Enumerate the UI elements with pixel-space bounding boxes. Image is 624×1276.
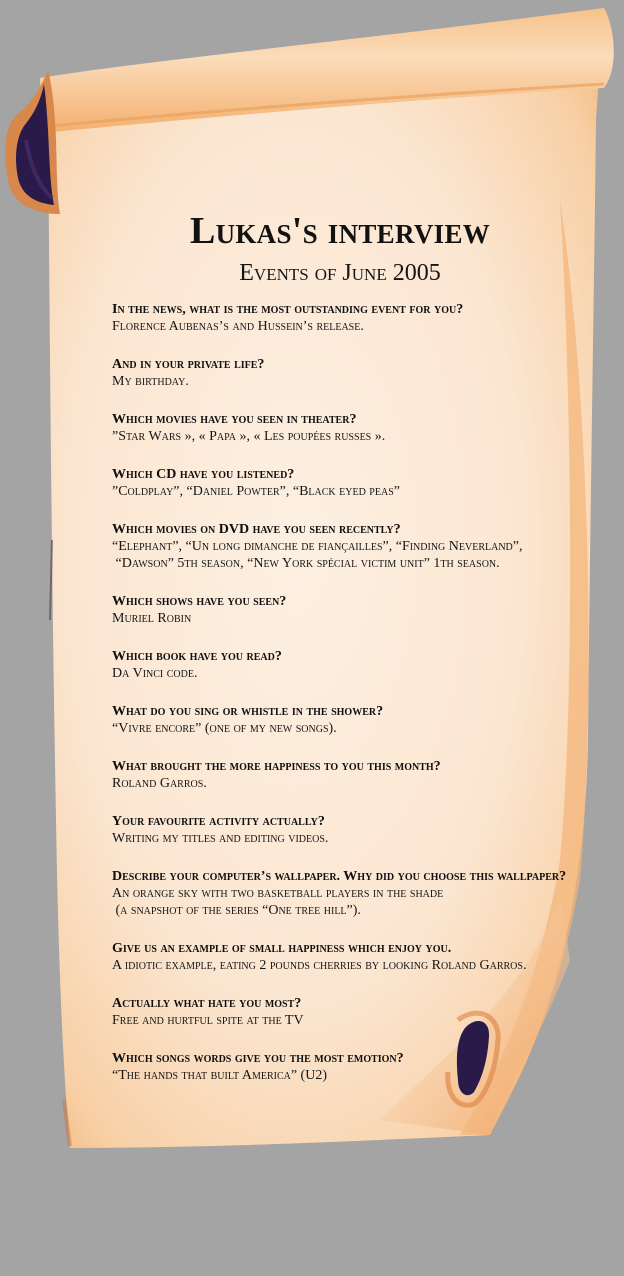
question: Which CD have you listened?	[112, 467, 295, 482]
question: What brought the more happiness to you this month?	[112, 759, 441, 774]
qa-list	[112, 302, 582, 1106]
question: And in your private life?	[112, 357, 265, 372]
qa-item	[112, 759, 582, 792]
question: In the news, what is the most outstanding event for you?	[112, 302, 464, 317]
answer: Roland Garros.	[112, 776, 207, 791]
question: Which movies on DVD have you seen recently?	[112, 522, 401, 537]
answer: A idiotic example, eating 2 pounds cherries by looking Roland Garros.	[112, 958, 527, 973]
qa-item	[112, 814, 582, 847]
question: Which shows have you seen?	[112, 594, 287, 609]
answer: “Elephant”, “Un long dimanche de fiançailles”, “Finding Neverland”, “Dawson” 5th season, “New York spécial victim unit” 1th season.	[112, 539, 523, 571]
question: Give us an example of small happiness which enjoy you.	[112, 941, 452, 956]
qa-item	[112, 302, 582, 335]
answer: Florence Aubenas’s and Hussein’s release.	[112, 319, 364, 334]
answer: My birthday.	[112, 374, 189, 389]
qa-item	[112, 869, 582, 919]
qa-item	[112, 1051, 582, 1084]
page-subtitle: Events of June 2005	[239, 260, 441, 286]
question: Which movies have you seen in theater?	[112, 412, 357, 427]
answer: Da Vinci code.	[112, 666, 198, 681]
answer: An orange sky with two basketball players in the shade (a snapshot of the series “One tree hill”).	[112, 886, 444, 918]
answer: “The hands that built America” (U2)	[112, 1068, 327, 1083]
answer: ”Coldplay”, “Daniel Powter”, “Black eyed peas”	[112, 484, 400, 499]
question: Describe your computer’s wallpaper. Why did you choose this wallpaper?	[112, 869, 567, 884]
qa-item	[112, 357, 582, 390]
qa-item	[112, 996, 582, 1029]
question: What do you sing or whistle in the shower?	[112, 704, 384, 719]
answer: Writing my titles and editing videos.	[112, 831, 329, 846]
qa-item	[112, 704, 582, 737]
qa-item	[112, 412, 582, 445]
answer: “Vivre encore” (one of my new songs).	[112, 721, 337, 736]
answer: Muriel Robin	[112, 611, 192, 626]
question: Which book have you read?	[112, 649, 282, 664]
qa-item	[112, 594, 582, 627]
answer: ”Star Wars », « Papa », « Les poupées russes ».	[112, 429, 386, 444]
page-title: Lukas's interview	[189, 210, 491, 252]
qa-item	[112, 467, 582, 500]
qa-item	[112, 522, 582, 572]
question: Which songs words give you the most emotion?	[112, 1051, 404, 1066]
qa-item	[112, 649, 582, 682]
qa-item	[112, 941, 582, 974]
question: Your favourite activity actually?	[112, 814, 325, 829]
question: Actually what hate you most?	[112, 996, 302, 1011]
answer: Free and hurtful spite at the TV	[112, 1013, 304, 1028]
